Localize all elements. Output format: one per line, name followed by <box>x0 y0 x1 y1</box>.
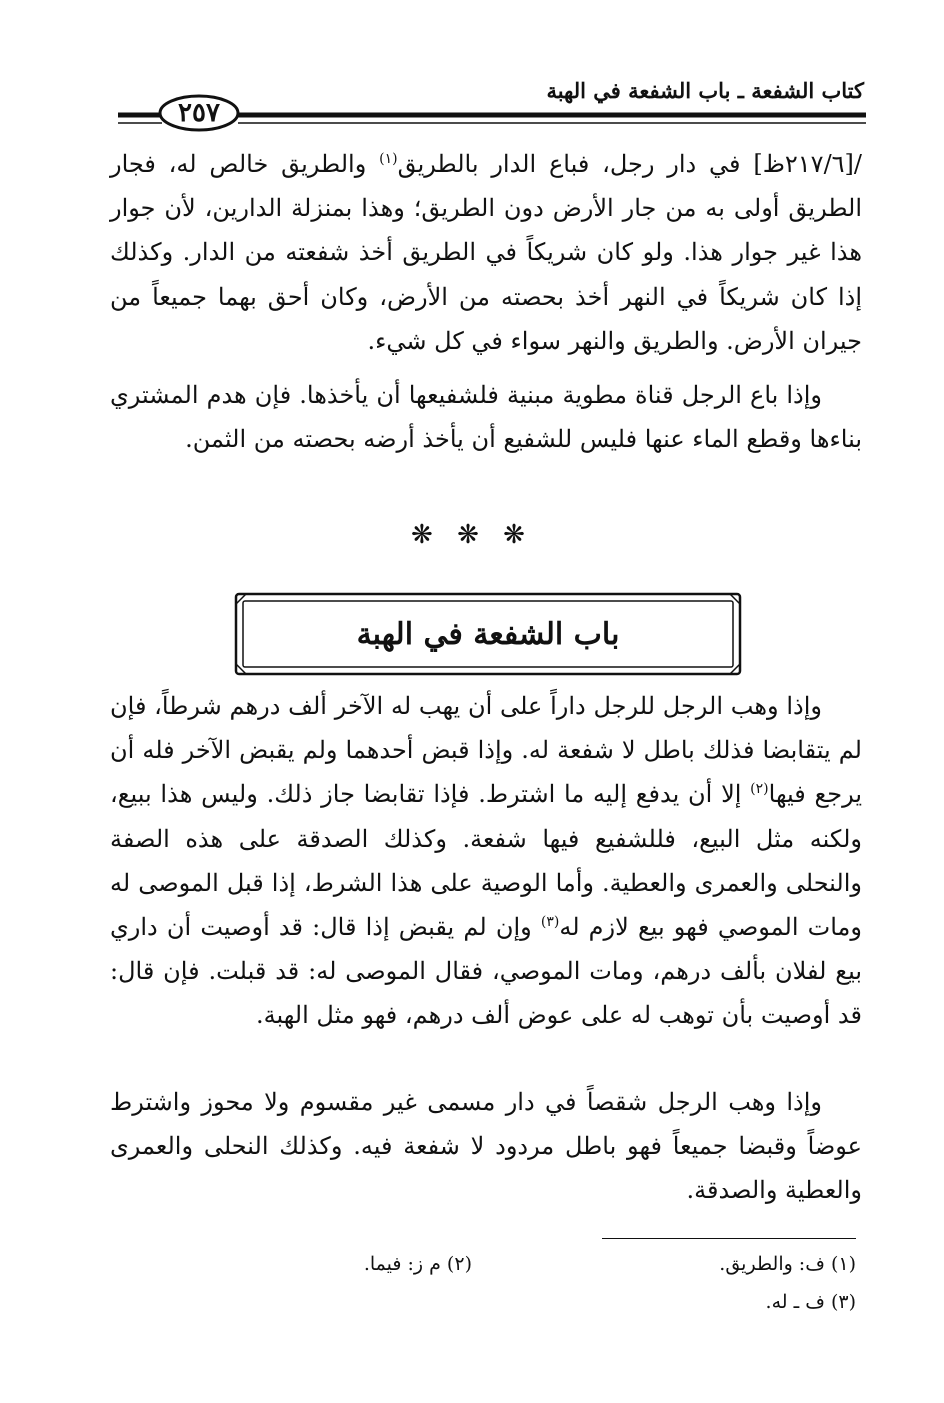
paragraph-2: وإذا باع الرجل قناة مطوية مبنية فلشفيعها أن يأخذها. فإن هدم المشتري بناءها وقطع الماء عنها فليس للشفيع أن يأخذ أرضه بحصته من الثمن. <box>110 381 862 454</box>
paragraph-4: وإذا وهب الرجل شقصاً في دار مسمى غير مقسوم ولا محوز واشترط عوضاً وقبضا جميعاً فهو باطل مردود لا شفعة فيه. وكذلك النحلى والعمرى والعطية والصدقة. <box>110 1088 862 1205</box>
footnote-2: (٢) م ز: فيما. <box>363 1253 472 1275</box>
footnote-3: (٣) ف ـ له. <box>765 1291 856 1313</box>
footnote-marker-3: (٣) <box>540 914 560 931</box>
paragraph-1-part-b: والطريق خالص له، فجار الطريق أولى به من جار الأرض دون الطريق؛ وهذا بمنزلة الدارين، لأن جوار هذا غير جوار هذا. ولو كان شريكاً في الطريق أخذ شفعته من الدار. وكذلك إذا كان شريكاً في النهر أخذ بحصته من الأرض، وكان أحق بهما جميعاً من جيران الأرض. والطريق والنهر سواء في كل شيء. <box>110 150 862 355</box>
page-number: ٢٥٧ <box>178 98 220 128</box>
footnote-divider <box>602 1238 856 1239</box>
paragraph-3-part-c: وإن لم يقبض إذا قال: قد أوصيت أن داري بيع لفلان بألف درهم، ومات الموصي، فقال الموصى له: قد قبلت. فإن قال: قد أوصيت بأن توهب له على عوض ألف درهم، فهو مثل الهبة. <box>110 913 862 1030</box>
header-rule <box>0 0 944 140</box>
section-separator: ❋ ❋ ❋ <box>411 520 533 550</box>
paragraph-3-part-a: وإذا وهب الرجل للرجل داراً على أن يهب له الآخر ألف درهم شرطاً، فإن لم يتقابضا فذلك باطل لا شفعة له. وإذا قبض أحدهما ولم يقبض الآخر فله أن يرجع فيها <box>110 692 863 809</box>
paragraph-1-part-a: /[٢١٧/٦ظ] في دار رجل، فباع الدار بالطريق <box>397 150 862 178</box>
footnote-marker-1: (١) <box>379 151 398 167</box>
paragraph-3-part-b: إلا أن يدفع إليه ما اشترط. فإذا تقابضا جاز ذلك. وليس هذا ببيع، ولكنه مثل البيع، فللشفيع فيها شفعة. وكذلك الصدقة على هذه الصفة والنحلى والعمرى والعطية. وأما الوصية على هذا الشرط، إذا قبل الموصى له ومات الموصي فهو بيع لازم له <box>110 780 863 942</box>
running-header-title: كتاب الشفعة ـ باب الشفعة في الهبة <box>546 78 864 103</box>
chapter-title: باب الشفعة في الهبة <box>356 616 620 652</box>
paragraph-1 <box>110 142 862 363</box>
paragraph-3 <box>110 684 862 1038</box>
footnote-marker-2: (٢) <box>750 781 769 798</box>
footnote-1: (١) ف: والطريق. <box>719 1253 856 1275</box>
